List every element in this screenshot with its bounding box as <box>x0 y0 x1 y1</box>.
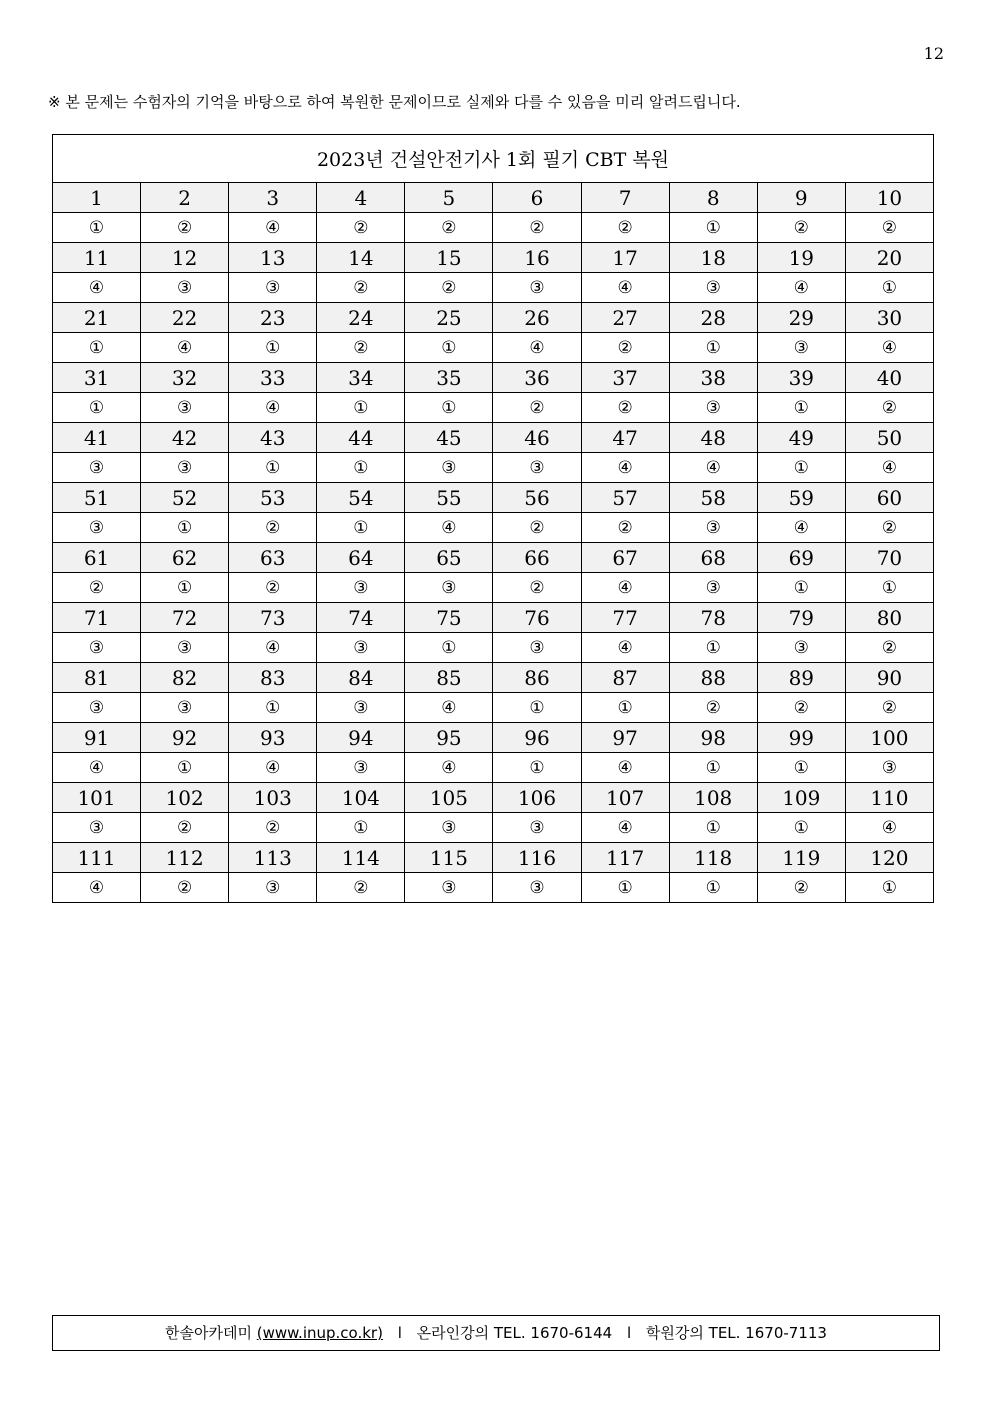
question-number-cell: 45 <box>405 423 493 453</box>
question-number-cell: 60 <box>845 483 933 513</box>
question-number-cell: 105 <box>405 783 493 813</box>
answer-cell: ② <box>141 873 229 903</box>
answer-cell: ① <box>757 753 845 783</box>
answer-cell: ② <box>845 693 933 723</box>
question-number-cell: 30 <box>845 303 933 333</box>
answer-cell: ③ <box>53 453 141 483</box>
question-number-cell: 80 <box>845 603 933 633</box>
answer-cell: ① <box>845 873 933 903</box>
answer-cell: ③ <box>405 573 493 603</box>
answer-cell: ④ <box>581 633 669 663</box>
answer-cell: ① <box>317 393 405 423</box>
question-number-cell: 39 <box>757 363 845 393</box>
question-number-cell: 118 <box>669 843 757 873</box>
question-number-cell: 85 <box>405 663 493 693</box>
answer-cell: ③ <box>493 273 581 303</box>
answer-cell: ③ <box>405 813 493 843</box>
answer-cell: ④ <box>669 453 757 483</box>
answer-cell: ① <box>229 333 317 363</box>
answer-cell: ② <box>845 633 933 663</box>
answer-cell: ① <box>405 633 493 663</box>
answer-cell: ④ <box>53 273 141 303</box>
question-number-cell: 64 <box>317 543 405 573</box>
answer-cell: ③ <box>493 453 581 483</box>
question-number-cell: 65 <box>405 543 493 573</box>
question-number-cell: 96 <box>493 723 581 753</box>
question-number-cell: 119 <box>757 843 845 873</box>
question-number-row <box>53 663 934 693</box>
question-number-cell: 34 <box>317 363 405 393</box>
answer-cell: ③ <box>229 873 317 903</box>
question-number-cell: 102 <box>141 783 229 813</box>
answer-row <box>53 273 934 303</box>
answer-cell: ① <box>669 633 757 663</box>
question-number-cell: 112 <box>141 843 229 873</box>
question-number-cell: 48 <box>669 423 757 453</box>
footer-website-link[interactable]: (www.inup.co.kr) <box>256 1324 383 1342</box>
question-number-row <box>53 843 934 873</box>
question-number-cell: 8 <box>669 183 757 213</box>
answer-cell: ① <box>317 813 405 843</box>
question-number-cell: 41 <box>53 423 141 453</box>
question-number-cell: 27 <box>581 303 669 333</box>
question-number-cell: 21 <box>53 303 141 333</box>
disclaimer-notice: ※ 본 문제는 수험자의 기억을 바탕으로 하여 복원한 문제이므로 실제와 다를 수 있음을 미리 알려드립니다. <box>48 93 741 111</box>
question-number-cell: 68 <box>669 543 757 573</box>
question-number-cell: 55 <box>405 483 493 513</box>
answer-row <box>53 213 934 243</box>
answer-row <box>53 513 934 543</box>
answer-cell: ③ <box>845 753 933 783</box>
question-number-cell: 51 <box>53 483 141 513</box>
question-number-cell: 2 <box>141 183 229 213</box>
answer-cell: ④ <box>493 333 581 363</box>
question-number-cell: 83 <box>229 663 317 693</box>
question-number-cell: 10 <box>845 183 933 213</box>
question-number-cell: 107 <box>581 783 669 813</box>
question-number-cell: 84 <box>317 663 405 693</box>
question-number-row <box>53 243 934 273</box>
question-number-cell: 19 <box>757 243 845 273</box>
question-number-row <box>53 603 934 633</box>
answer-cell: ① <box>669 213 757 243</box>
answer-row <box>53 393 934 423</box>
question-number-cell: 116 <box>493 843 581 873</box>
answer-cell: ① <box>669 333 757 363</box>
answer-cell: ② <box>141 213 229 243</box>
question-number-cell: 3 <box>229 183 317 213</box>
answer-cell: ③ <box>141 633 229 663</box>
answer-cell: ① <box>757 453 845 483</box>
answer-cell: ② <box>845 393 933 423</box>
question-number-cell: 29 <box>757 303 845 333</box>
answer-cell: ② <box>405 213 493 243</box>
question-number-row <box>53 183 934 213</box>
footer-academy-name: 한솔아카데미 <box>165 1324 252 1342</box>
answer-cell: ② <box>229 573 317 603</box>
question-number-cell: 43 <box>229 423 317 453</box>
question-number-cell: 86 <box>493 663 581 693</box>
question-number-cell: 117 <box>581 843 669 873</box>
question-number-row <box>53 423 934 453</box>
question-number-cell: 77 <box>581 603 669 633</box>
answer-cell: ③ <box>53 633 141 663</box>
question-number-cell: 11 <box>53 243 141 273</box>
answer-cell: ④ <box>229 393 317 423</box>
question-number-cell: 20 <box>845 243 933 273</box>
question-number-cell: 61 <box>53 543 141 573</box>
answer-cell: ③ <box>669 573 757 603</box>
question-number-cell: 113 <box>229 843 317 873</box>
question-number-cell: 93 <box>229 723 317 753</box>
question-number-cell: 54 <box>317 483 405 513</box>
question-number-cell: 57 <box>581 483 669 513</box>
answer-row <box>53 753 934 783</box>
answer-cell: ④ <box>405 693 493 723</box>
footer-online-phone: 온라인강의 TEL. 1670-6144 <box>416 1324 613 1342</box>
footer-separator: l <box>397 1324 402 1342</box>
answer-cell: ③ <box>53 693 141 723</box>
answer-cell: ① <box>845 573 933 603</box>
answer-cell: ③ <box>53 813 141 843</box>
answer-cell: ④ <box>229 213 317 243</box>
answer-cell: ② <box>757 873 845 903</box>
question-number-cell: 42 <box>141 423 229 453</box>
answer-row <box>53 693 934 723</box>
question-number-cell: 97 <box>581 723 669 753</box>
question-number-cell: 73 <box>229 603 317 633</box>
question-number-row <box>53 363 934 393</box>
question-number-cell: 106 <box>493 783 581 813</box>
question-number-cell: 46 <box>493 423 581 453</box>
answer-cell: ② <box>493 213 581 243</box>
question-number-row <box>53 483 934 513</box>
question-number-cell: 37 <box>581 363 669 393</box>
question-number-cell: 16 <box>493 243 581 273</box>
answer-row <box>53 573 934 603</box>
question-number-cell: 31 <box>53 363 141 393</box>
answer-cell: ④ <box>757 273 845 303</box>
answer-cell: ③ <box>405 873 493 903</box>
answer-row <box>53 873 934 903</box>
answer-cell: ③ <box>141 453 229 483</box>
answer-cell: ② <box>317 273 405 303</box>
answer-cell: ② <box>229 813 317 843</box>
answer-cell: ③ <box>317 693 405 723</box>
answer-cell: ④ <box>757 513 845 543</box>
question-number-cell: 4 <box>317 183 405 213</box>
question-number-cell: 26 <box>493 303 581 333</box>
answer-cell: ③ <box>757 333 845 363</box>
answer-cell: ② <box>581 393 669 423</box>
answer-row <box>53 333 934 363</box>
answer-cell: ② <box>581 513 669 543</box>
answer-cell: ③ <box>669 513 757 543</box>
question-number-cell: 115 <box>405 843 493 873</box>
question-number-cell: 5 <box>405 183 493 213</box>
page-number: 12 <box>923 44 944 63</box>
question-number-cell: 49 <box>757 423 845 453</box>
question-number-cell: 58 <box>669 483 757 513</box>
question-number-cell: 17 <box>581 243 669 273</box>
question-number-cell: 66 <box>493 543 581 573</box>
question-number-cell: 15 <box>405 243 493 273</box>
table-title: 2023년 건설안전기사 1회 필기 CBT 복원 <box>53 135 934 183</box>
answer-cell: ② <box>229 513 317 543</box>
answer-cell: ② <box>493 573 581 603</box>
question-number-cell: 101 <box>53 783 141 813</box>
answer-cell: ① <box>53 393 141 423</box>
answer-cell: ③ <box>493 813 581 843</box>
question-number-cell: 59 <box>757 483 845 513</box>
answer-key-table <box>52 134 934 903</box>
question-number-cell: 72 <box>141 603 229 633</box>
question-number-cell: 32 <box>141 363 229 393</box>
question-number-cell: 90 <box>845 663 933 693</box>
answer-cell: ④ <box>405 753 493 783</box>
question-number-cell: 88 <box>669 663 757 693</box>
answer-cell: ④ <box>845 453 933 483</box>
question-number-cell: 44 <box>317 423 405 453</box>
answer-cell: ④ <box>53 873 141 903</box>
footer-box <box>52 1315 940 1351</box>
question-number-cell: 79 <box>757 603 845 633</box>
answer-cell: ② <box>405 273 493 303</box>
question-number-cell: 56 <box>493 483 581 513</box>
answer-cell: ③ <box>141 393 229 423</box>
answer-cell: ① <box>405 393 493 423</box>
question-number-cell: 62 <box>141 543 229 573</box>
answer-cell: ④ <box>581 753 669 783</box>
question-number-cell: 1 <box>53 183 141 213</box>
answer-cell: ③ <box>317 753 405 783</box>
answer-cell: ② <box>493 393 581 423</box>
answer-cell: ② <box>669 693 757 723</box>
answer-row <box>53 453 934 483</box>
answer-cell: ① <box>581 873 669 903</box>
question-number-row <box>53 303 934 333</box>
question-number-cell: 74 <box>317 603 405 633</box>
answer-cell: ③ <box>405 453 493 483</box>
question-number-cell: 69 <box>757 543 845 573</box>
answer-cell: ② <box>757 213 845 243</box>
question-number-cell: 110 <box>845 783 933 813</box>
question-number-cell: 75 <box>405 603 493 633</box>
answer-cell: ① <box>669 873 757 903</box>
question-number-cell: 33 <box>229 363 317 393</box>
answer-cell: ② <box>493 513 581 543</box>
question-number-cell: 23 <box>229 303 317 333</box>
question-number-cell: 98 <box>669 723 757 753</box>
question-number-cell: 25 <box>405 303 493 333</box>
question-number-cell: 28 <box>669 303 757 333</box>
answer-cell: ① <box>317 513 405 543</box>
question-number-row <box>53 723 934 753</box>
question-number-cell: 99 <box>757 723 845 753</box>
question-number-cell: 67 <box>581 543 669 573</box>
question-number-cell: 50 <box>845 423 933 453</box>
question-number-cell: 82 <box>141 663 229 693</box>
answer-cell: ① <box>53 333 141 363</box>
question-number-cell: 108 <box>669 783 757 813</box>
answer-cell: ① <box>141 573 229 603</box>
answer-cell: ④ <box>581 273 669 303</box>
answer-cell: ③ <box>229 273 317 303</box>
question-number-cell: 6 <box>493 183 581 213</box>
answer-cell: ③ <box>317 633 405 663</box>
question-number-cell: 52 <box>141 483 229 513</box>
question-number-cell: 40 <box>845 363 933 393</box>
answer-cell: ① <box>229 453 317 483</box>
answer-cell: ③ <box>493 873 581 903</box>
question-number-cell: 120 <box>845 843 933 873</box>
question-number-cell: 38 <box>669 363 757 393</box>
question-number-cell: 91 <box>53 723 141 753</box>
answer-cell: ① <box>141 513 229 543</box>
question-number-row <box>53 783 934 813</box>
question-number-cell: 18 <box>669 243 757 273</box>
question-number-cell: 87 <box>581 663 669 693</box>
question-number-cell: 89 <box>757 663 845 693</box>
answer-cell: ① <box>757 573 845 603</box>
answer-cell: ④ <box>53 753 141 783</box>
question-number-cell: 71 <box>53 603 141 633</box>
answer-cell: ③ <box>757 633 845 663</box>
answer-cell: ① <box>581 693 669 723</box>
answer-cell: ① <box>669 753 757 783</box>
answer-cell: ① <box>141 753 229 783</box>
answer-cell: ② <box>317 213 405 243</box>
answer-cell: ① <box>669 813 757 843</box>
question-number-row <box>53 543 934 573</box>
answer-cell: ① <box>317 453 405 483</box>
answer-cell: ③ <box>493 633 581 663</box>
question-number-cell: 12 <box>141 243 229 273</box>
answer-cell: ④ <box>845 333 933 363</box>
answer-cell: ④ <box>845 813 933 843</box>
answer-cell: ① <box>493 693 581 723</box>
answer-cell: ③ <box>53 513 141 543</box>
answer-cell: ④ <box>581 453 669 483</box>
answer-cell: ④ <box>581 813 669 843</box>
answer-cell: ① <box>757 393 845 423</box>
question-number-cell: 35 <box>405 363 493 393</box>
question-number-cell: 100 <box>845 723 933 753</box>
question-number-cell: 70 <box>845 543 933 573</box>
answer-cell: ② <box>317 873 405 903</box>
question-number-cell: 94 <box>317 723 405 753</box>
answer-row <box>53 633 934 663</box>
answer-cell: ① <box>405 333 493 363</box>
question-number-cell: 13 <box>229 243 317 273</box>
question-number-cell: 9 <box>757 183 845 213</box>
answer-cell: ① <box>229 693 317 723</box>
answer-cell: ② <box>845 513 933 543</box>
answer-cell: ④ <box>581 573 669 603</box>
answer-cell: ① <box>845 273 933 303</box>
answer-cell: ② <box>581 333 669 363</box>
question-number-cell: 95 <box>405 723 493 753</box>
question-number-cell: 92 <box>141 723 229 753</box>
question-number-cell: 53 <box>229 483 317 513</box>
question-number-cell: 111 <box>53 843 141 873</box>
question-number-cell: 24 <box>317 303 405 333</box>
answer-cell: ④ <box>229 753 317 783</box>
footer-separator: l <box>626 1324 632 1342</box>
answer-cell: ③ <box>317 573 405 603</box>
answer-cell: ③ <box>141 693 229 723</box>
answer-cell: ② <box>141 813 229 843</box>
question-number-cell: 109 <box>757 783 845 813</box>
answer-cell: ② <box>845 213 933 243</box>
question-number-cell: 47 <box>581 423 669 453</box>
question-number-cell: 114 <box>317 843 405 873</box>
answer-cell: ④ <box>141 333 229 363</box>
question-number-cell: 78 <box>669 603 757 633</box>
question-number-cell: 76 <box>493 603 581 633</box>
answer-cell: ① <box>493 753 581 783</box>
question-number-cell: 103 <box>229 783 317 813</box>
answer-cell: ③ <box>141 273 229 303</box>
answer-cell: ④ <box>405 513 493 543</box>
answer-row <box>53 813 934 843</box>
question-number-cell: 104 <box>317 783 405 813</box>
answer-cell: ③ <box>669 393 757 423</box>
answer-cell: ① <box>757 813 845 843</box>
question-number-cell: 81 <box>53 663 141 693</box>
answer-cell: ② <box>757 693 845 723</box>
question-number-cell: 22 <box>141 303 229 333</box>
footer-offline-phone: 학원강의 TEL. 1670-7113 <box>645 1324 827 1342</box>
answer-cell: ② <box>581 213 669 243</box>
question-number-cell: 63 <box>229 543 317 573</box>
question-number-cell: 7 <box>581 183 669 213</box>
question-number-cell: 14 <box>317 243 405 273</box>
answer-cell: ④ <box>229 633 317 663</box>
question-number-cell: 36 <box>493 363 581 393</box>
answer-cell: ② <box>53 573 141 603</box>
answer-cell: ③ <box>669 273 757 303</box>
answer-cell: ① <box>53 213 141 243</box>
answer-cell: ② <box>317 333 405 363</box>
